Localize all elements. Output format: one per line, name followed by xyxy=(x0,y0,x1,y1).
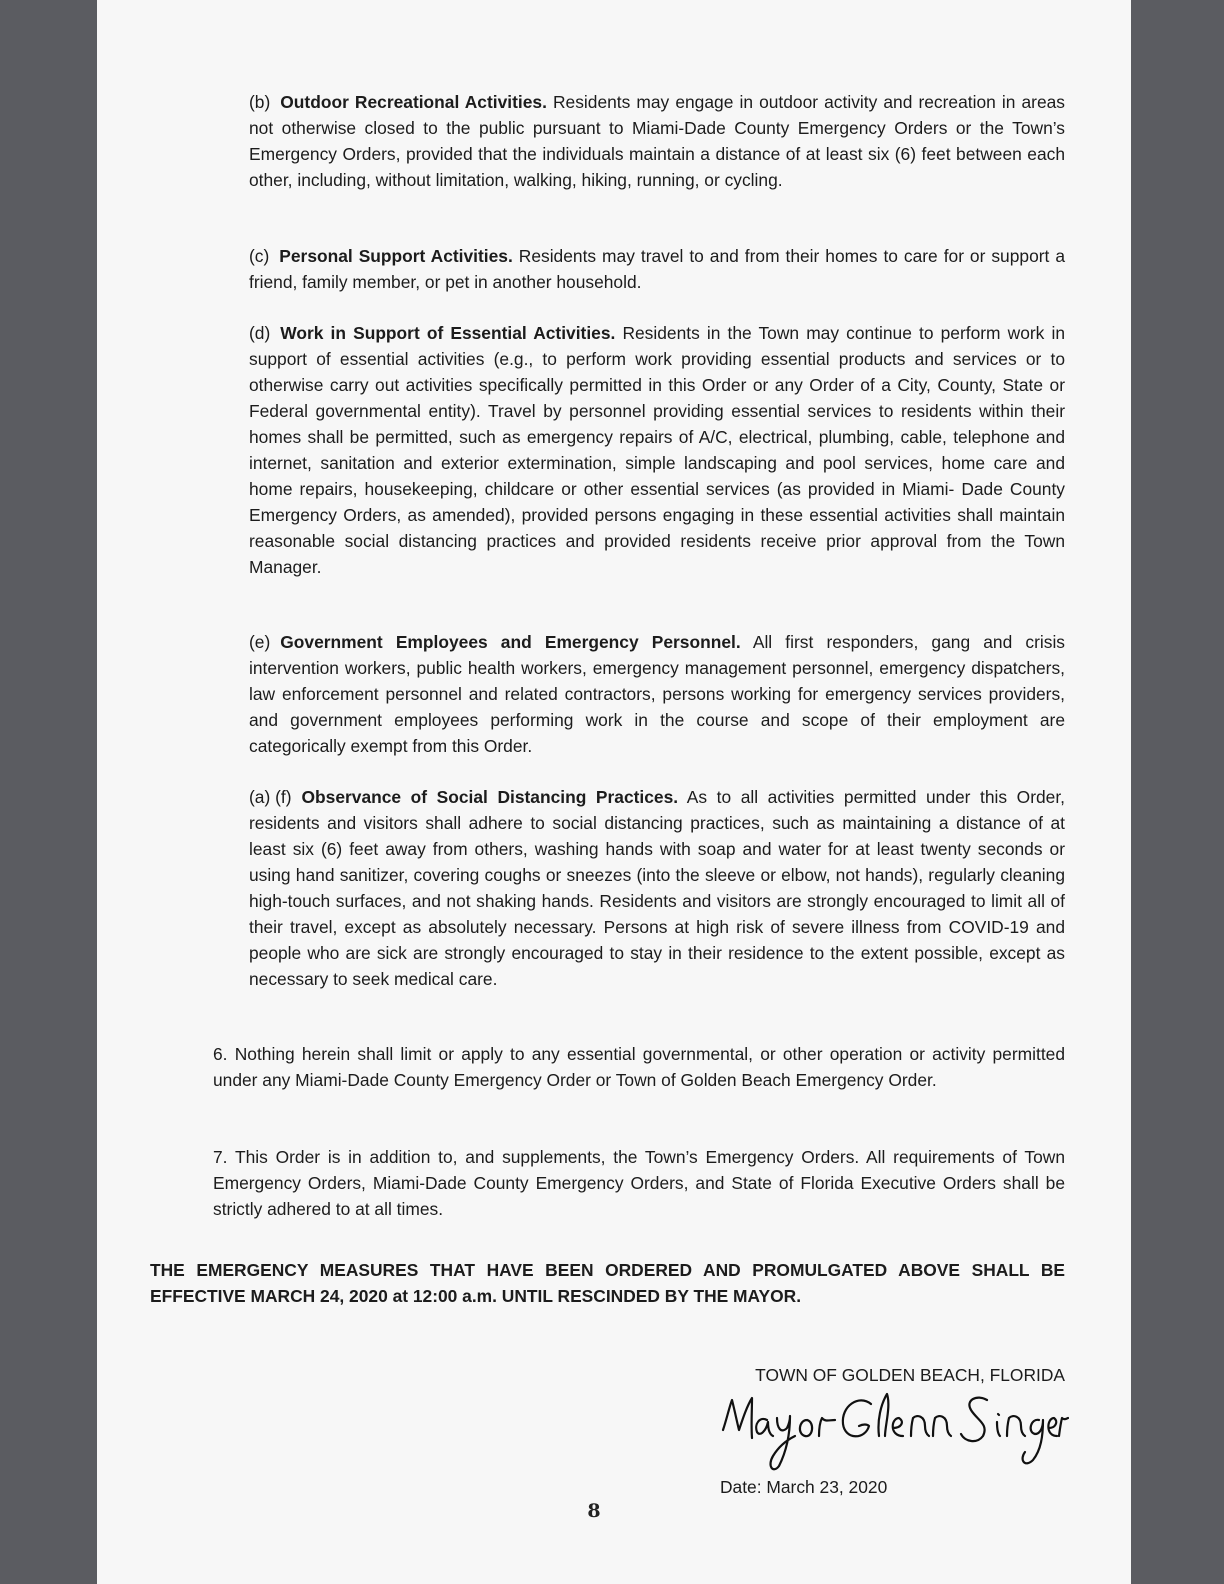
paragraph-body: Residents may travel to and from their homes to care for or support a friend, family member, or pet in another household. xyxy=(249,246,1065,292)
signature-image xyxy=(719,1384,1069,1474)
paragraph-body: All first responders, gang and crisis intervention workers, public health workers, emergency management personnel, emergency dispatchers, law enforcement personnel and related contractors, persons working for emergency services providers, and government employees performing work in the course and scope of their employment are categorically exempt from this Order. xyxy=(249,632,1066,756)
paragraph-title: Government Employees and Emergency Personnel. xyxy=(280,632,741,652)
paragraph-body: As to all activities permitted under this Order, residents and visitors shall adhere to social distancing practices, such as maintaining a distance of at least six (6) feet away from others, washing hands with soap and water for at least twenty seconds or using hand sanitizer, covering coughs or sneezes (into the sleeve or elbow, not hands), regularly cleaning high-touch surfaces, and not shaking hands. Residents and visitors are strongly encouraged to limit all of their travel, except as absolutely necessary. Persons at high risk of severe illness from COVID-19 and people who are sick are strongly encouraged to stay in their residence to the extent possible, except as necessary to seek medical care. xyxy=(249,787,1066,989)
handwritten-signature xyxy=(719,1384,1069,1474)
paragraph-title: Work in Support of Essential Activities. xyxy=(280,323,616,343)
paragraph-e xyxy=(249,629,1065,759)
paragraph-label: (c) xyxy=(249,246,270,266)
numbered-item-6: 6. Nothing herein shall limit or apply to any essential governmental, or other operation or activity permitted under any Miami-Dade County Emergency Order or Town of Golden Beach Emergency Order. xyxy=(213,1044,1065,1090)
paragraph-c xyxy=(249,243,1065,295)
paragraph-label: (e) xyxy=(249,632,271,652)
paragraph-body: Residents in the Town may continue to perform work in support of essential activities (e.g., to perform work providing essential products and services or to otherwise carry out activities specifically permitted in this Order or any Order of a City, County, State or Federal governmental entity). Travel by personnel providing essential services to residents within their homes shall be permitted, such as emergency repairs of A/C, electrical, plumbing, cable, telephone and internet, sanitation and exterior extermination, simple landscaping and pool services, home care and home repairs, housekeeping, childcare or other essential services (as provided in Miami- Dade County Emergency Orders, as amended), provided persons engaging in these essential activities shall maintain reasonable social distancing practices and provided residents receive prior approval from the Town Manager. xyxy=(249,323,1065,577)
closing-statement: THE EMERGENCY MEASURES THAT HAVE BEEN ORDERED AND PROMULGATED ABOVE SHALL BE EFFECTIVE MARCH 24, 2020 at 12:00 a.m. UNTIL RESCINDED BY THE MAYOR. xyxy=(150,1260,1065,1306)
signature-date: Date: March 23, 2020 xyxy=(720,1477,888,1497)
paragraph-label: (a) (f) xyxy=(249,787,292,807)
paragraph-title: Observance of Social Distancing Practices. xyxy=(301,787,679,807)
paragraph-label: (d) xyxy=(249,323,271,343)
paragraph-f xyxy=(249,784,1065,992)
paragraph-label: (b) xyxy=(249,92,271,112)
document-page xyxy=(97,0,1131,1584)
page-number: 8 xyxy=(587,1500,601,1522)
paragraph-d xyxy=(249,320,1065,580)
paragraph-title: Personal Support Activities. xyxy=(279,246,513,266)
town-name: TOWN OF GOLDEN BEACH, FLORIDA xyxy=(755,1365,1065,1385)
paragraph-body: Residents may engage in outdoor activity and recreation in areas not otherwise closed to the public pursuant to Miami-Dade County Emergency Orders or the Town’s Emergency Orders, provided that the individuals maintain a distance of at least six (6) feet between each other, including, without limitation, walking, hiking, running, or cycling. xyxy=(249,92,1065,190)
paragraph-title: Outdoor Recreational Activities. xyxy=(280,92,547,112)
paragraph-b xyxy=(249,89,1065,193)
numbered-item-7: 7. This Order is in addition to, and supplements, the Town’s Emergency Orders. All requirements of Town Emergency Orders, Miami-Dade County Emergency Orders, and State of Florida Executive Orders shall be strictly adhered to at all times. xyxy=(213,1147,1065,1219)
